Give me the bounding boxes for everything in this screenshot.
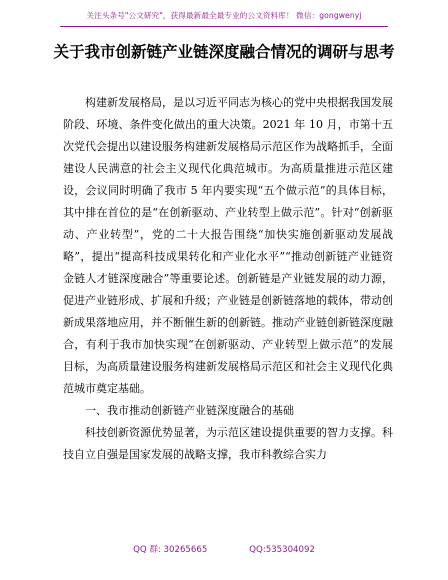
document-title: 关于我市创新链产业链深度融合情况的调研与思考: [53, 43, 395, 61]
footer-qq-group: QQ 群: 30265665: [133, 545, 208, 555]
body-paragraph: 构建新发展格局，是以习近平同志为核心的党中央根据我国发展阶段、环境、条件变化做出的重大决策。2021 年 10 月，市第十五次党代会提出以建设服务构建新发展格局示范区作为战略抓手，全面建设人民满意的社会主义现代化典范城市。为高质量推进示范区建设，会议同时明确了我市 5 年内要实现“五个做示范”的具体目标，其中排在首位的是“在创新驱动、产业转型上做示范”。针对“创新驱动、产业转型”，党的二十大报告围绕“加快实施创新驱动发展战略”，提出“提高科技成果转化和产业化水平”“推动创新链产业链资金链人才链深度融合”等重要论述。创新链是产业链发展的动力源，促进产业链形成、扩展和升级；产业链是创新链落地的载体，带动创新成果落地应用，并不断催生新的创新链。推动产业链创新链深度融合，有利于我市加快实现“在创新驱动、产业转型上做示范”的发展目标，为高质量建设服务构建新发展格局示范区和社会主义现代化典范城市奠定基础。: [63, 96, 393, 395]
section-heading: 一、我市推动创新链产业链深度融合的基础: [85, 404, 294, 417]
footer-qq: QQ:535304092: [249, 545, 315, 555]
document-body: [63, 92, 393, 466]
header-banner: 关注头条号"公文研究"，获得最新最全最专业的公文资料库！ 微信：gongwenyj: [86, 11, 362, 20]
footer-contact: [0, 543, 448, 555]
header-divider: [60, 26, 388, 27]
section-paragraph: 科技创新资源优势显著，为示范区建设提供重要的智力支撑。科技自立自强是国家发展的战略支撑，我市科教综合实力: [63, 426, 393, 461]
